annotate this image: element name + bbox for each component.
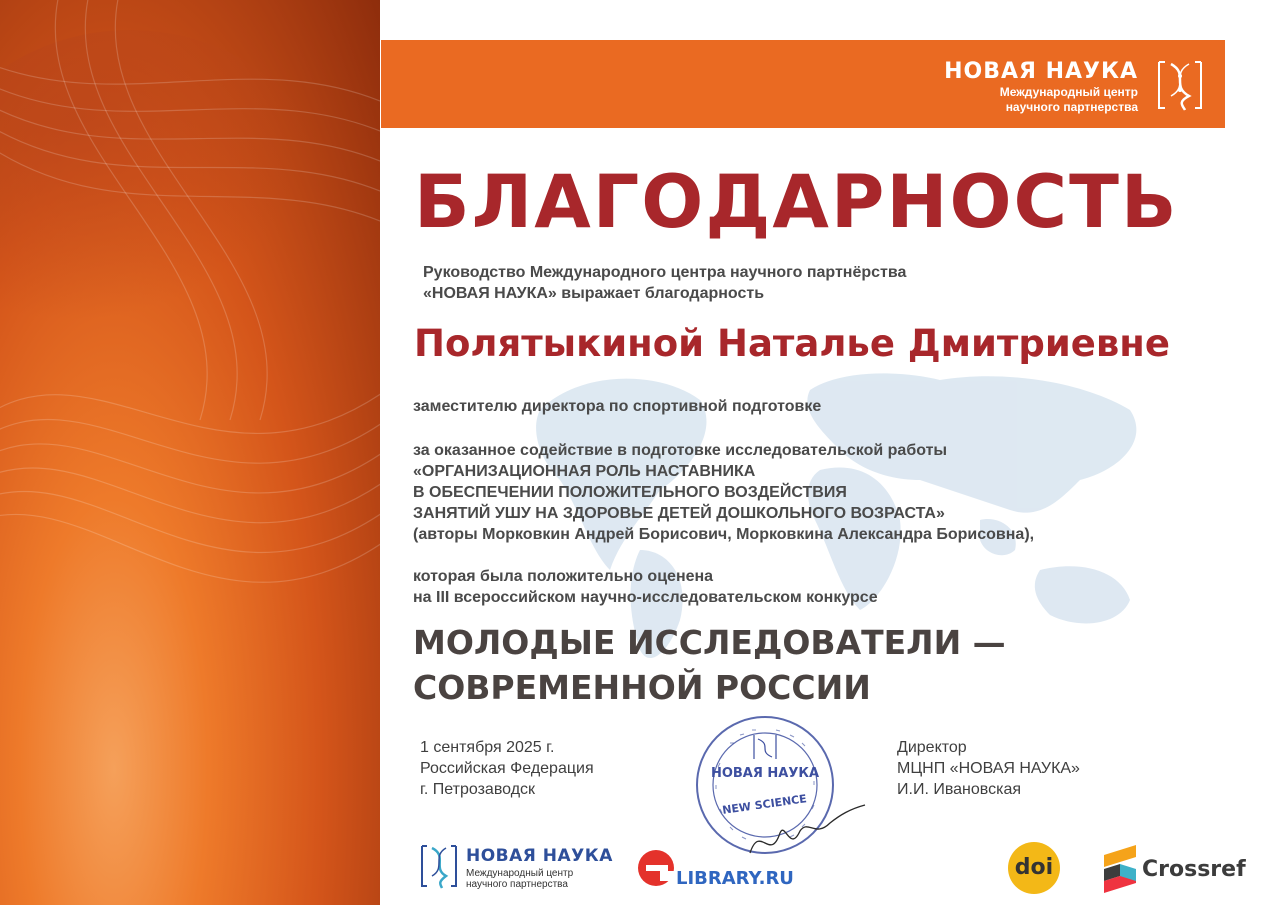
official-seal-stamp [690,713,870,863]
recipient-name: Полятыкиной Наталье Дмитриевне [414,322,1170,365]
reason-line: «ОРГАНИЗАЦИОННАЯ РОЛЬ НАСТАВНИКА [413,463,756,480]
elibrary-text: LIBRARY.RU [676,868,794,889]
certificate-title: БЛАГОДАРНОСТЬ [414,160,1179,245]
header-bar [381,40,1225,128]
issue-date: 1 сентября 2025 г. [420,739,555,756]
contest-name [413,620,1006,710]
swirl-pattern [0,0,380,905]
bottom-logo-title: НОВАЯ НАУКА [466,846,613,866]
reason-line: за оказанное содействие в подготовке исследовательской работы [413,442,948,459]
bottom-logo-subtitle-2: научного партнерства [466,879,568,890]
header-brand-title: НОВАЯ НАУКА [944,59,1138,84]
contest-line-2: СОВРЕМЕННОЙ РОССИИ [413,668,871,707]
dna-logo-icon [1155,56,1205,114]
evaluation-block [413,566,878,608]
elibrary-logo [636,846,806,892]
reason-block [413,440,1034,545]
reason-line: (авторы Морковкин Андрей Борисович, Морковкина Александра Борисовна), [413,526,1035,543]
doi-logo: doi [1008,842,1060,894]
dna-logo-icon [418,842,460,890]
decorative-orange-panel [0,0,380,905]
intro-line-1: Руководство Международного центра научного партнёрства [423,264,907,281]
header-brand-subtitle-2: научного партнерства [1005,100,1138,114]
intro-text [423,262,906,304]
novaya-nauka-bottom-logo [418,842,628,892]
director-title: Директор [897,739,967,756]
evaluation-line-2: на III всероссийском научно-исследовательском конкурсе [413,589,878,606]
header-brand-subtitle-1: Международный центр [999,85,1138,99]
reason-line: ЗАНЯТИЙ УШУ НА ЗДОРОВЬЕ ДЕТЕЙ ДОШКОЛЬНОГО ВОЗРАСТА» [413,505,945,522]
director-info [897,737,1080,800]
issue-country: Российская Федерация [420,760,594,777]
crossref-logo [1102,843,1262,893]
contest-line-1: МОЛОДЫЕ ИССЛЕДОВАТЕЛИ — [413,623,1006,662]
recipient-position: заместителю директора по спортивной подготовке [413,398,822,415]
bottom-logo-subtitle-1: Международный центр [466,868,574,879]
reason-line: В ОБЕСПЕЧЕНИИ ПОЛОЖИТЕЛЬНОГО ВОЗДЕЙСТВИЯ [413,484,847,501]
director-name: И.И. Ивановская [897,781,1022,798]
seal-center-text: НОВАЯ НАУКА [710,766,820,781]
issue-info [420,737,594,800]
seal-sub-text: NEW SCIENCE [721,792,808,817]
crossref-icon [1102,843,1140,893]
crossref-text: Crossref [1142,857,1246,882]
intro-line-2: «НОВАЯ НАУКА» выражает благодарность [423,285,765,302]
director-org: МЦНП «НОВАЯ НАУКА» [897,760,1080,777]
issue-city: г. Петрозаводск [420,781,536,798]
elibrary-e-icon [636,846,678,890]
evaluation-line-1: которая была положительно оценена [413,568,714,585]
